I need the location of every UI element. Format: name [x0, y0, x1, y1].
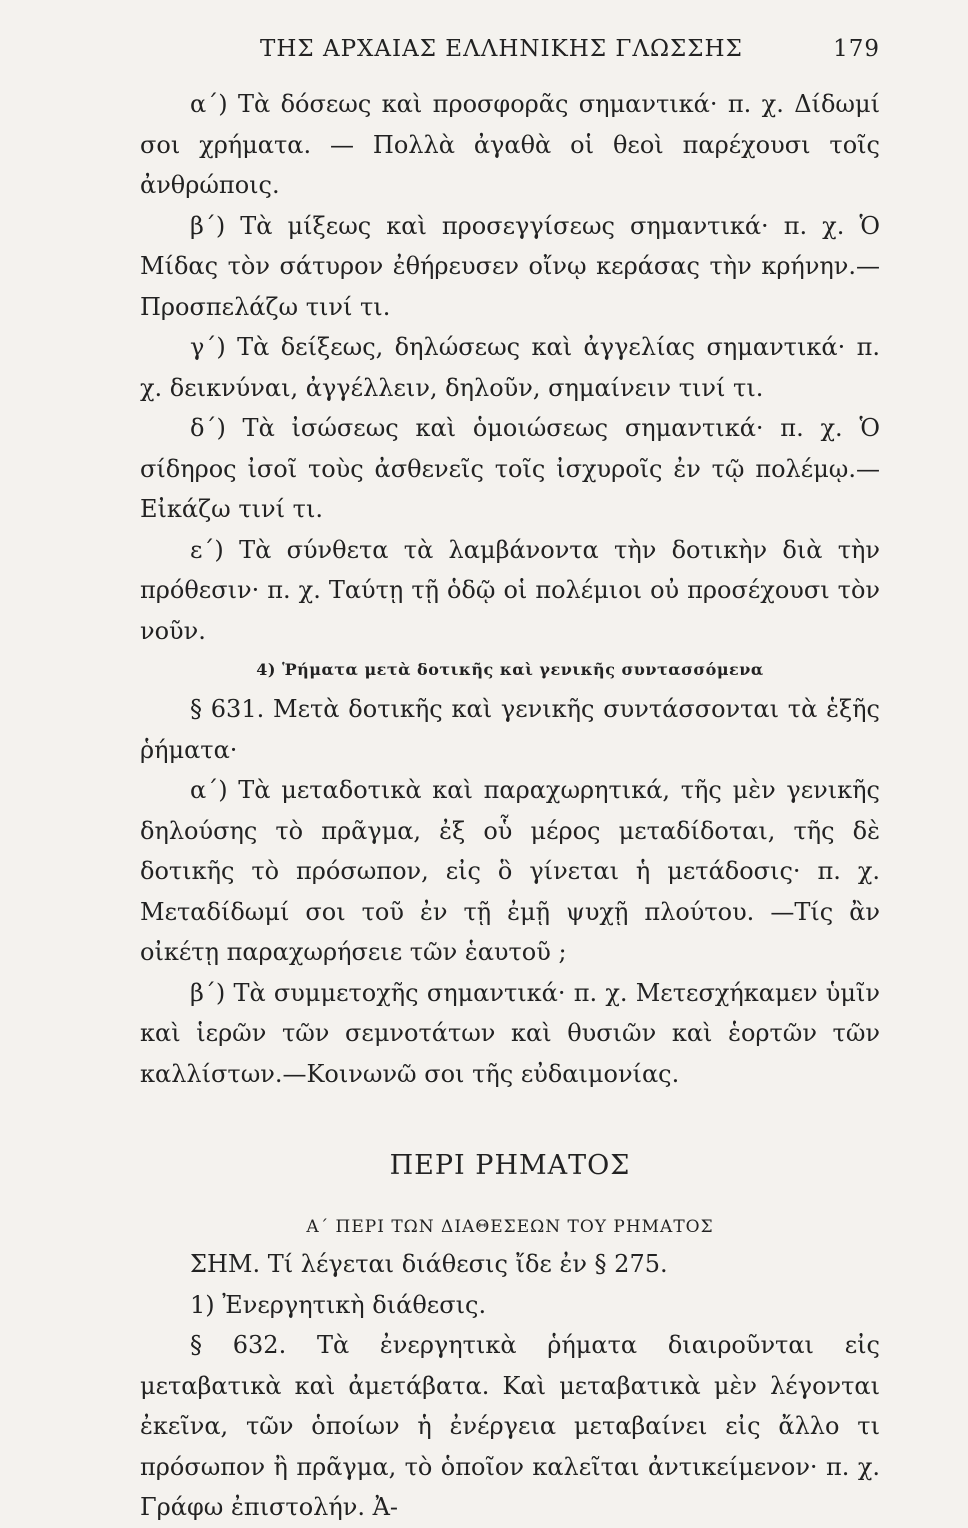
paragraph-epsilon-dative: ε΄) Τὰ σύνθετα τὰ λαμβάνοντα τὴν δοτικὴν διὰ τὴν πρόθεσιν· π. χ. Ταύτῃ τῇ ὁδῷ οἱ πολέμιοι οὐ προσέχουσι τὸν νοῦν. — [140, 535, 880, 645]
note-paragraph: ΣΗΜ. Τί λέγεται διάθεσις ἴδε ἐν § 275. — [190, 1250, 668, 1278]
paragraph-beta-dative: β΄) Τὰ μίξεως καὶ προσεγγίσεως σημαντικά· π. χ. Ὁ Μίδας τὸν σάτυρον ἐθήρευσεν οἴνῳ κεράσας τὴν κρήνην.—Προσπελάζω τινί τι. — [140, 211, 880, 321]
subsection-title: 1) Ἐνεργητικὴ διάθεσις. — [190, 1290, 487, 1319]
paragraph-631-beta: β΄) Τὰ συμμετοχῆς σημαντικά· π. χ. Μετεσχήκαμεν ὑμῖν καὶ ἱερῶν τῶν σεμνοτάτων καὶ θυσιῶν καὶ ἑορτῶν τῶν καλλίστων.—Κοινωνῶ σοι τῆς εὐδαιμονίας. — [140, 978, 880, 1088]
paragraph-alpha-dative: α΄) Τὰ δόσεως καὶ προσφορᾶς σημαντικά· π. χ. Δίδωμί σοι χρήματα. — Πολλὰ ἀγαθὰ οἱ θεοὶ παρέχουσι τοῖς ἀνθρώποις. — [140, 90, 880, 199]
page-number: 179 — [833, 36, 880, 62]
running-title: ΤΗΣ ΑΡΧΑΙΑΣ ΕΛΛΗΝΙΚΗΣ ΓΛΩΣΣΗΣ — [260, 36, 743, 62]
page-body — [140, 84, 880, 1528]
paragraph-delta-dative: δ΄) Τὰ ἰσώσεως καὶ ὁμοιώσεως σημαντικά· π. χ. Ὁ σίδηρος ἰσοῖ τοὺς ἀσθενεῖς τοῖς ἰσχυροῖς ἐν τῷ πολέμῳ.—Εἰκάζω τινί τι. — [140, 414, 880, 523]
paragraph-631-alpha: α΄) Τὰ μεταδοτικὰ καὶ παραχωρητικά, τῆς μὲν γενικῆς δηλούσης τὸ πρᾶγμα, ἐξ οὗ μέρος μεταδίδοται, τῆς δὲ δοτικῆς τὸ πρόσωπον, εἰς ὃ γίνεται ἡ μετάδοσις· π. χ. Μεταδίδωμί σοι τοῦ ἐν τῇ ἐμῇ ψυχῇ πλούτου. —Τίς ἂν οἰκέτῃ παραχωρήσειε τῶν ἑαυτοῦ ; — [140, 776, 880, 966]
chapter-subheading: Α΄ ΠΕΡΙ ΤΩΝ ΔΙΑΘΕΣΕΩΝ ΤΟΥ ΡΗΜΑΤΟΣ — [306, 1217, 714, 1237]
paragraph-631: § 631. Μετὰ δοτικῆς καὶ γενικῆς συντάσσονται τὰ ἑξῆς ῥήματα· — [140, 695, 880, 764]
paragraph-gamma-dative: γ΄) Τὰ δείξεως, δηλώσεως καὶ ἀγγελίας σημαντικά· π. χ. δεικνύναι, ἀγγέλλειν, δηλοῦν, σημαίνειν τινί τι. — [140, 333, 880, 402]
paragraph-632: § 632. Τὰ ἐνεργητικὰ ῥήματα διαιροῦνται εἰς μεταβατικὰ καὶ ἀμετάβατα. Καὶ μεταβατικὰ μὲν λέγονται ἐκεῖνα, τῶν ὁποίων ἡ ἐνέργεια μεταβαίνει εἰς ἄλλο τι πρόσωπον ἢ πρᾶγμα, τὸ ὁποῖον καλεῖται ἀντικείμενον· π. χ. Γράφω ἐπιστολήν. Ἀ- — [140, 1331, 880, 1521]
section-subheading: 4) Ῥήματα μετὰ δοτικῆς καὶ γενικῆς συντασσόμενα — [256, 660, 764, 679]
chapter-heading: ΠΕΡΙ ΡΗΜΑΤΟΣ — [389, 1150, 631, 1181]
